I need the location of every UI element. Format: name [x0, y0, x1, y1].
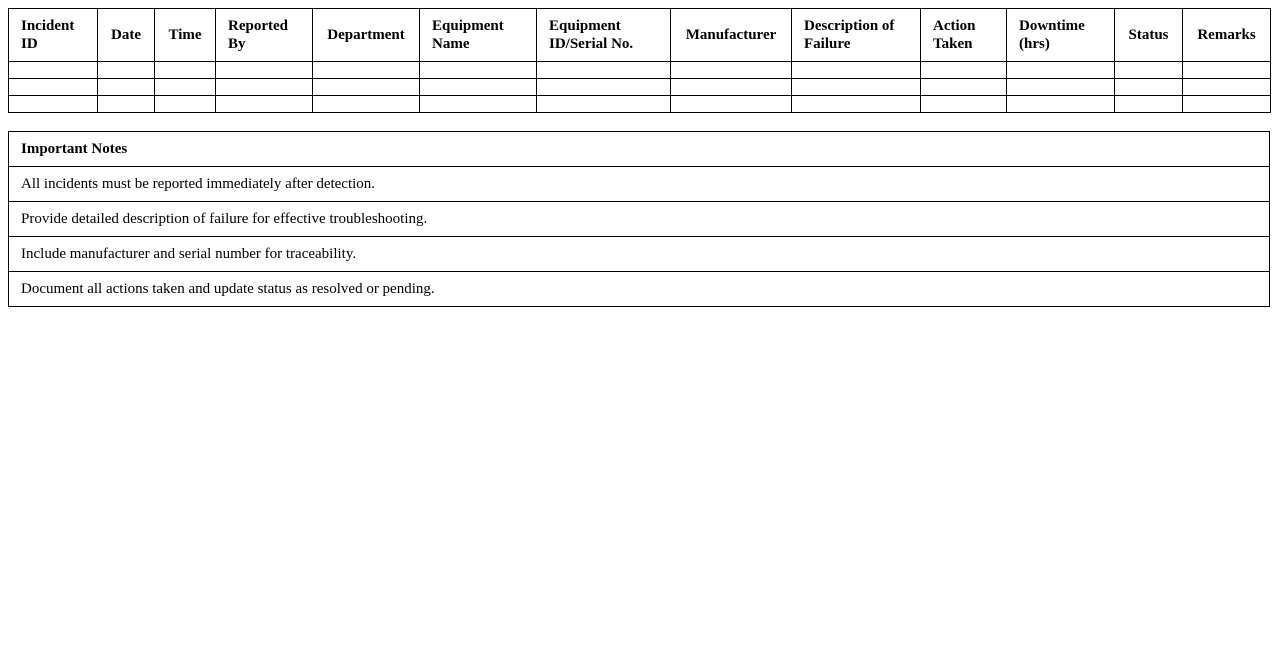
table-cell[interactable]	[921, 79, 1007, 96]
incident-log-table	[8, 8, 1271, 113]
table-header-row	[9, 9, 1271, 62]
page	[8, 8, 1270, 307]
column-header-manufacturer: Manufacturer	[671, 9, 792, 62]
list-item	[9, 272, 1270, 307]
table-cell[interactable]	[1115, 62, 1183, 79]
note-text: All incidents must be reported immediately after detection.	[9, 167, 1270, 202]
notes-title: Important Notes	[9, 132, 1270, 167]
column-header-equipment-id: Equipment ID/Serial No.	[537, 9, 671, 62]
table-cell[interactable]	[537, 96, 671, 113]
column-header-incident-id: Incident ID	[9, 9, 98, 62]
column-header-downtime: Downtime (hrs)	[1007, 9, 1115, 62]
table-cell[interactable]	[98, 62, 155, 79]
table-cell[interactable]	[537, 62, 671, 79]
table-cell[interactable]	[420, 79, 537, 96]
column-header-department: Department	[313, 9, 420, 62]
table-cell[interactable]	[9, 79, 98, 96]
note-text: Provide detailed description of failure for effective troubleshooting.	[9, 202, 1270, 237]
column-header-remarks: Remarks	[1183, 9, 1271, 62]
table-cell[interactable]	[671, 96, 792, 113]
table-cell[interactable]	[792, 79, 921, 96]
table-cell[interactable]	[1007, 62, 1115, 79]
table-cell[interactable]	[537, 79, 671, 96]
column-header-description-of-failure: Description of Failure	[792, 9, 921, 62]
table-cell[interactable]	[921, 62, 1007, 79]
table-row	[9, 62, 1271, 79]
table-cell[interactable]	[155, 79, 216, 96]
table-cell[interactable]	[792, 96, 921, 113]
column-header-time: Time	[155, 9, 216, 62]
column-header-status: Status	[1115, 9, 1183, 62]
table-cell[interactable]	[420, 62, 537, 79]
table-cell[interactable]	[216, 62, 313, 79]
important-notes-table	[8, 131, 1270, 307]
list-item	[9, 202, 1270, 237]
table-cell[interactable]	[1007, 96, 1115, 113]
note-text: Document all actions taken and update status as resolved or pending.	[9, 272, 1270, 307]
table-cell[interactable]	[792, 62, 921, 79]
note-text: Include manufacturer and serial number for traceability.	[9, 237, 1270, 272]
table-cell[interactable]	[313, 96, 420, 113]
table-cell[interactable]	[216, 79, 313, 96]
column-header-equipment-name: Equipment Name	[420, 9, 537, 62]
table-cell[interactable]	[1183, 79, 1271, 96]
notes-header-row	[9, 132, 1270, 167]
table-cell[interactable]	[9, 96, 98, 113]
table-row	[9, 79, 1271, 96]
list-item	[9, 237, 1270, 272]
list-item	[9, 167, 1270, 202]
table-cell[interactable]	[671, 79, 792, 96]
column-header-date: Date	[98, 9, 155, 62]
table-cell[interactable]	[1115, 96, 1183, 113]
table-cell[interactable]	[313, 62, 420, 79]
column-header-reported-by: Reported By	[216, 9, 313, 62]
table-cell[interactable]	[1115, 79, 1183, 96]
table-cell[interactable]	[1183, 62, 1271, 79]
table-cell[interactable]	[98, 96, 155, 113]
table-cell[interactable]	[671, 62, 792, 79]
table-cell[interactable]	[313, 79, 420, 96]
table-cell[interactable]	[155, 96, 216, 113]
table-cell[interactable]	[921, 96, 1007, 113]
table-cell[interactable]	[216, 96, 313, 113]
table-cell[interactable]	[98, 79, 155, 96]
table-cell[interactable]	[1183, 96, 1271, 113]
column-header-action-taken: Action Taken	[921, 9, 1007, 62]
table-row	[9, 96, 1271, 113]
table-cell[interactable]	[155, 62, 216, 79]
table-cell[interactable]	[9, 62, 98, 79]
table-cell[interactable]	[1007, 79, 1115, 96]
table-cell[interactable]	[420, 96, 537, 113]
